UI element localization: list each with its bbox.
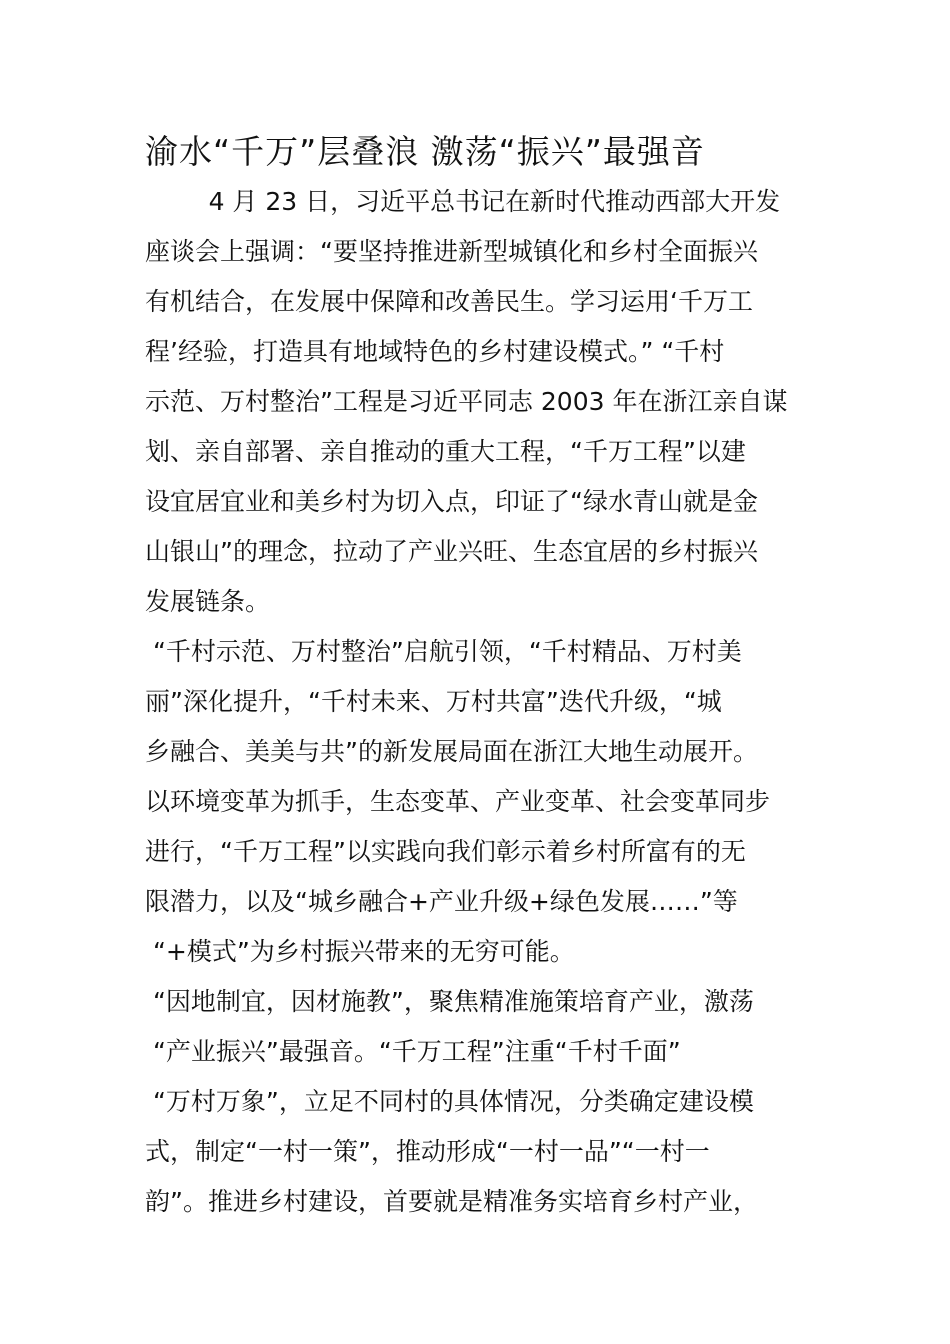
body-line: 丽”深化提升，“千村未来、万村共富”迭代升级，“城 [145,687,722,716]
body-line: 发展链条。 [145,587,271,616]
body-line: “+模式”为乡村振兴带来的无穷可能。 [145,937,575,966]
body-line: 限潜力，以及“城乡融合+产业升级+绿色发展……”等 [145,887,738,916]
body-line: 示范、万村整治”工程是习近平同志 2003 年在浙江亲自谋 [145,387,788,416]
body-line: 韵”。推进乡村建设，首要就是精准务实培育乡村产业， [145,1187,758,1216]
body-line: 设宜居宜业和美乡村为切入点，印证了“绿水青山就是金 [145,487,758,516]
body-line: 乡融合、美美与共”的新发展局面在浙江大地生动展开。 [145,737,758,766]
body-line: 式，制定“一村一策”，推动形成“一村一品”“一村一 [145,1137,710,1166]
body-line: 以环境变革为抓手，生态变革、产业变革、社会变革同步 [145,787,771,816]
body-line: 4 月 23 日，习近平总书记在新时代推动西部大开发 [145,187,781,216]
document-body [145,177,807,1227]
body-line: 有机结合，在发展中保障和改善民生。学习运用‘千万工 [145,287,753,316]
body-line: “千村示范、万村整治”启航引领，“千村精品、万村美 [145,637,742,666]
body-line: 程’经验，打造具有地域特色的乡村建设模式。” “千村 [145,337,725,366]
body-line: “万村万象”，立足不同村的具体情况，分类确定建设模 [145,1087,754,1116]
body-line: 山银山”的理念，拉动了产业兴旺、生态宜居的乡村振兴 [145,537,758,566]
body-line: “产业振兴”最强音。“千万工程”注重“千村千面” [145,1037,681,1066]
document-title: 渝水“千万”层叠浪 激荡“振兴”最强音 [145,132,705,171]
body-line: 划、亲自部署、亲自推动的重大工程，“千万工程”以建 [145,437,746,466]
body-line: 进行，“千万工程”以实践向我们彰示着乡村所富有的无 [145,837,746,866]
body-line: 座谈会上强调：“要坚持推进新型城镇化和乡村全面振兴 [145,237,758,266]
body-line: “因地制宜，因材施教”，聚焦精准施策培育产业，激荡 [145,987,754,1016]
